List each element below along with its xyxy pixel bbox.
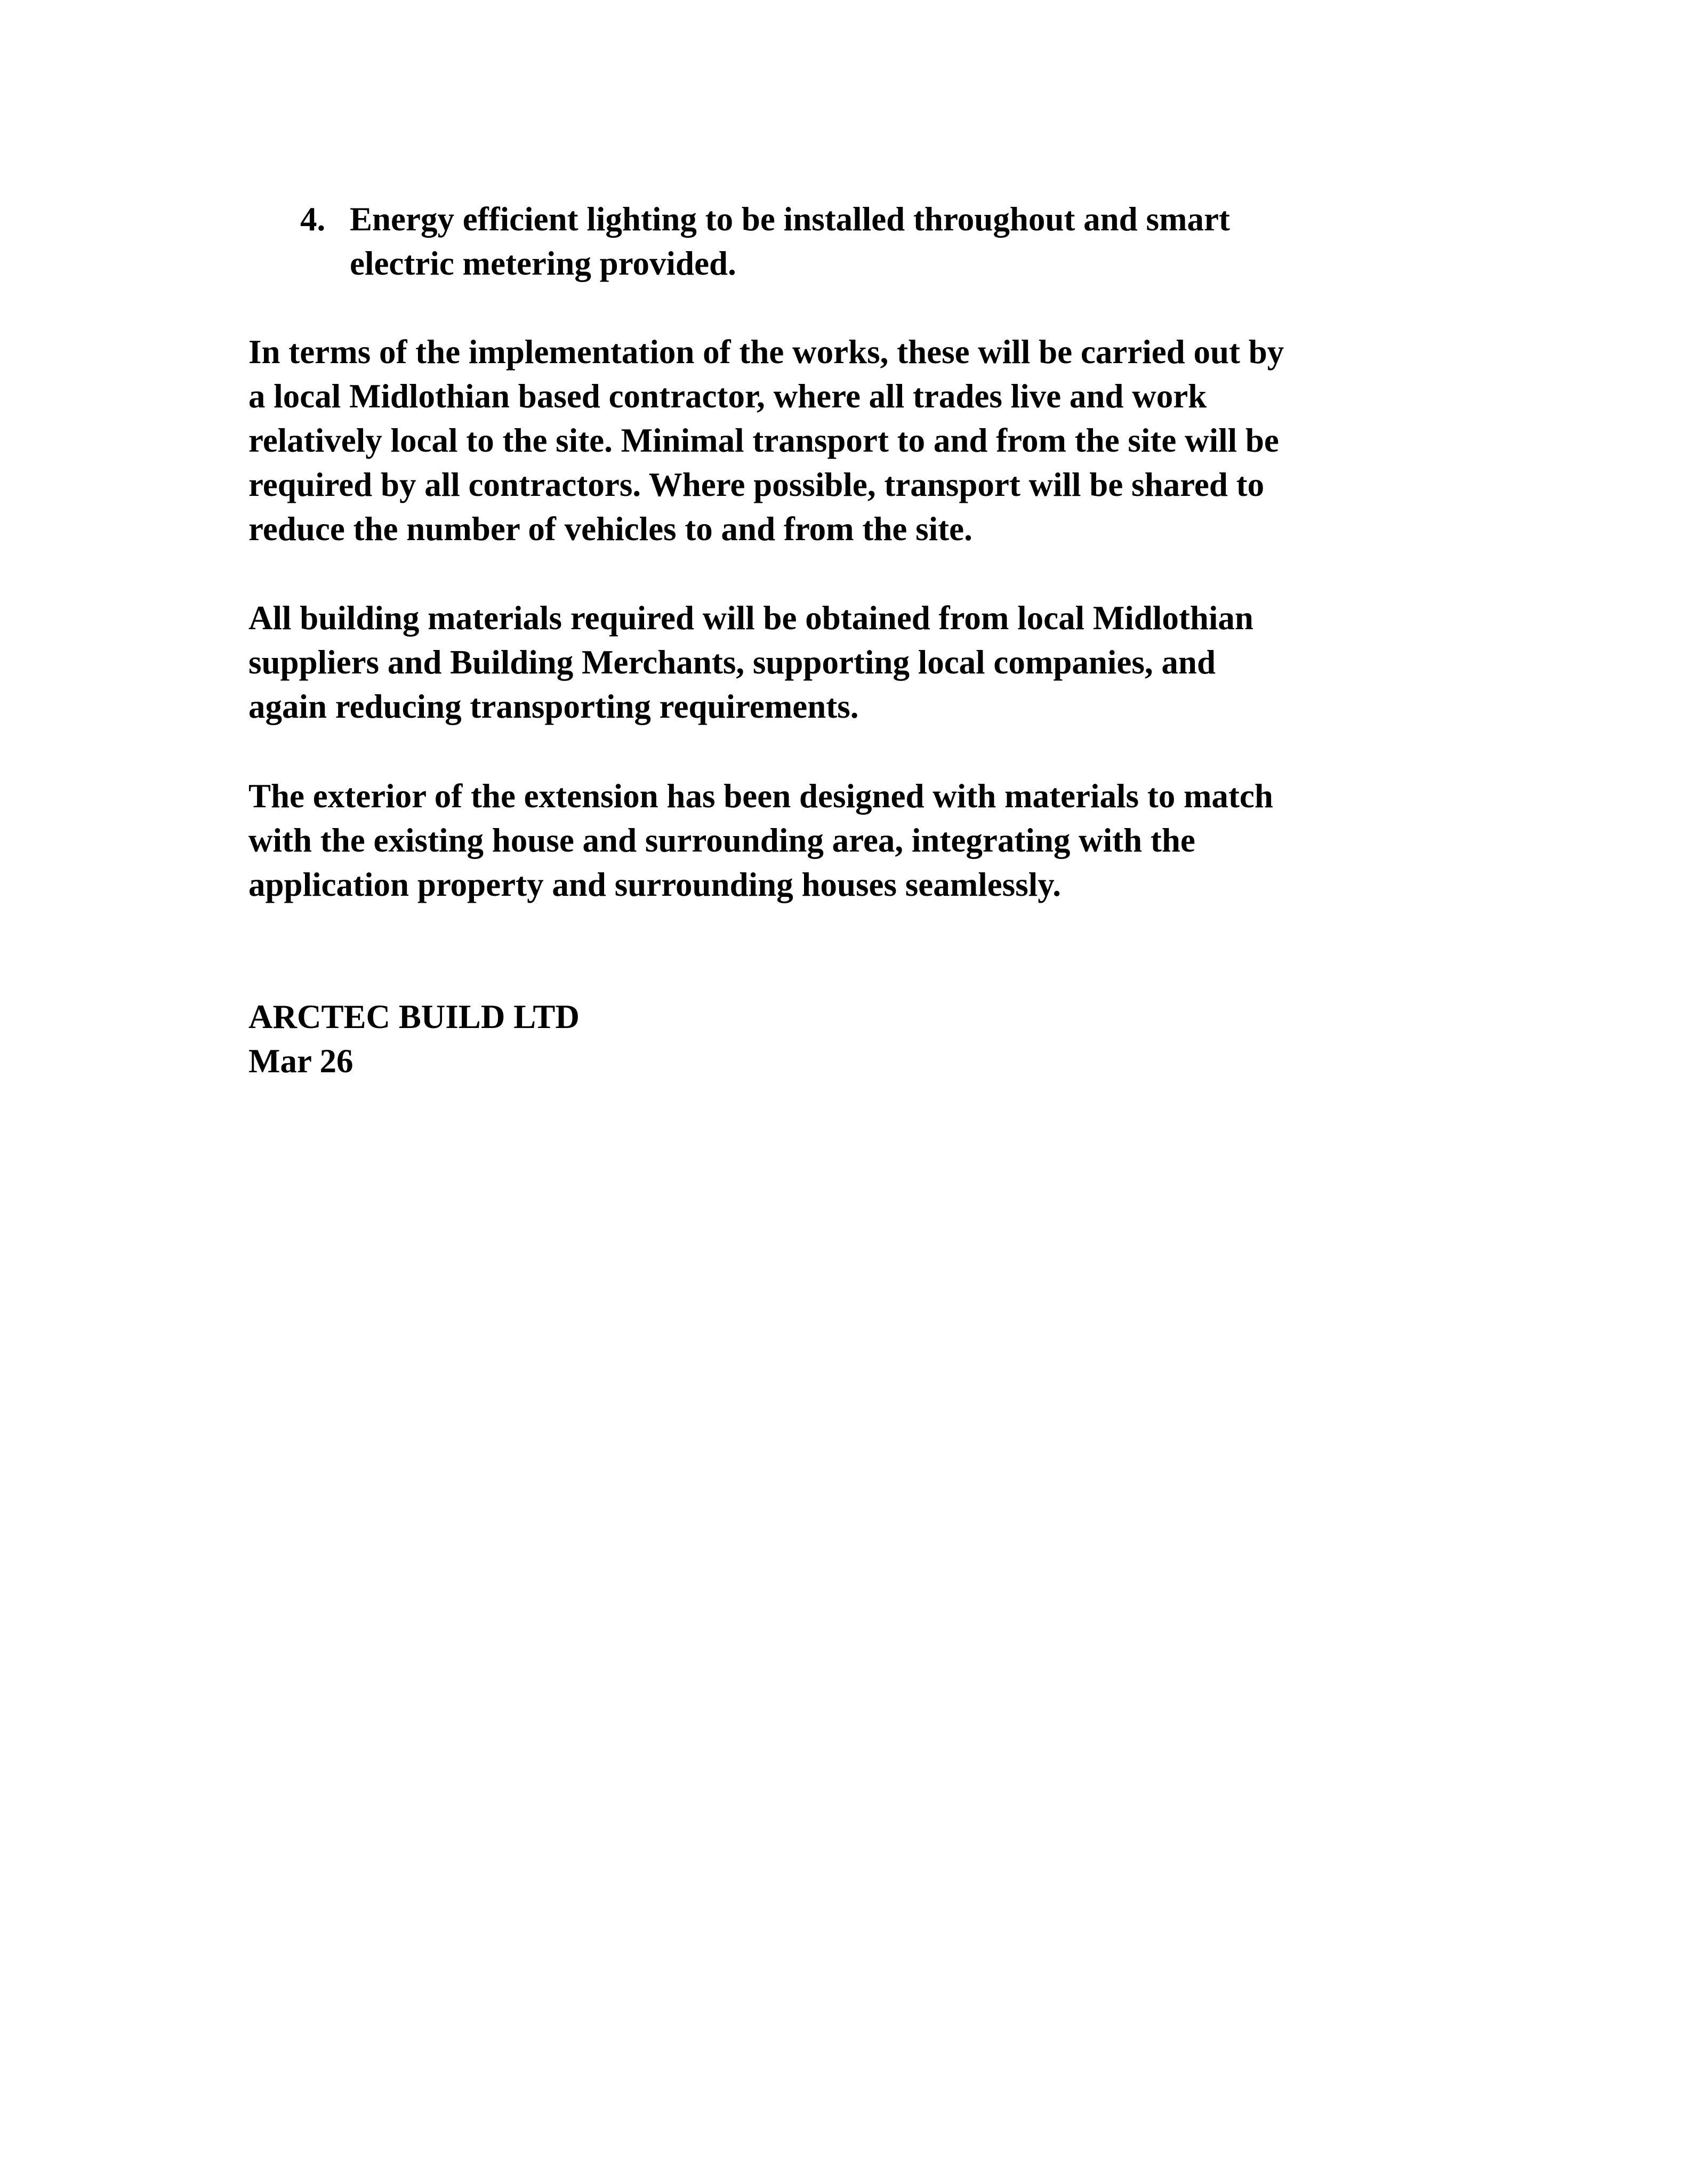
text-line: application property and surrounding houses seamlessly. (248, 866, 1061, 903)
company-name: ARCTEC BUILD LTD (248, 998, 580, 1035)
text-line: reduce the number of vehicles to and from the site. (248, 510, 972, 548)
text-line: with the existing house and surrounding area, integrating with the (248, 822, 1195, 859)
paragraph-exterior (248, 774, 1475, 907)
text-line: required by all contractors. Where possible, transport will be shared to (248, 466, 1265, 503)
document-date: Mar 26 (248, 1042, 353, 1080)
paragraph-implementation (248, 330, 1475, 551)
text-line: suppliers and Building Merchants, supporting local companies, and (248, 644, 1216, 681)
text-line: a local Midlothian based contractor, where all trades live and work (248, 378, 1207, 415)
text-line: In terms of the implementation of the works, these will be carried out by (248, 333, 1284, 371)
list-item-text (350, 197, 1416, 286)
text-line: again reducing transporting requirements. (248, 688, 859, 725)
text-line: relatively local to the site. Minimal transport to and from the site will be (248, 422, 1279, 459)
text-line: Energy efficient lighting to be installed throughout and smart (350, 200, 1230, 238)
text-line: The exterior of the extension has been designed with materials to match (248, 777, 1273, 815)
list-number: 4. (300, 200, 326, 238)
signature-block (248, 995, 1048, 1083)
paragraph-materials (248, 596, 1475, 729)
text-line: electric metering provided. (350, 245, 736, 282)
text-line: All building materials required will be obtained from local Midlothian (248, 599, 1253, 637)
